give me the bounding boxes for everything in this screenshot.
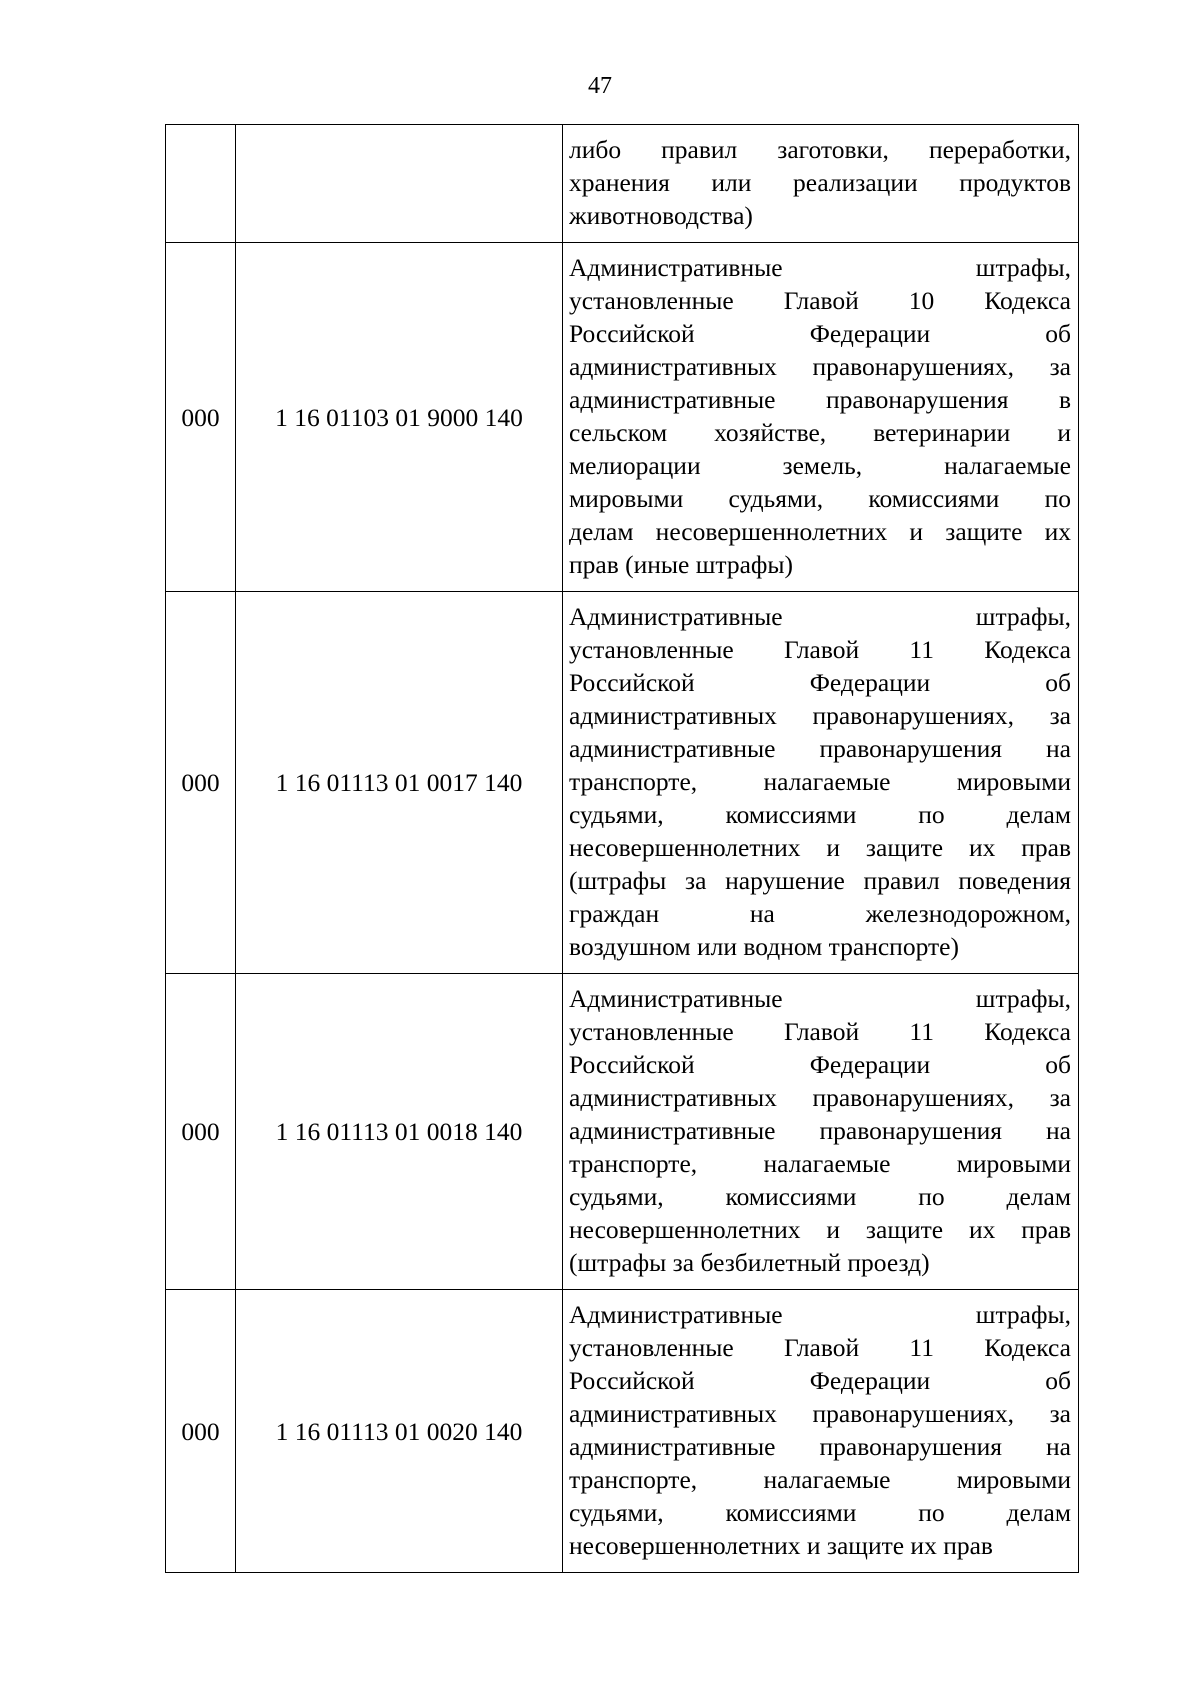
description-line: установленные Главой 10 Кодекса bbox=[569, 286, 1071, 315]
page-number: 47 bbox=[588, 73, 612, 99]
admin-code-cell: 000 bbox=[166, 1290, 236, 1573]
description-line: Административные штрафы, bbox=[569, 1300, 1071, 1329]
description-line: Административные штрафы, bbox=[569, 253, 1071, 282]
description-cell bbox=[563, 1290, 1079, 1573]
kbk-code-cell: 1 16 01113 01 0020 140 bbox=[236, 1290, 563, 1573]
kbk-code-cell: 1 16 01103 01 9000 140 bbox=[236, 243, 563, 592]
description-line: мировыми судьями, комиссиями по bbox=[569, 484, 1071, 513]
budget-classification-table bbox=[165, 124, 1079, 1573]
description-line: несовершеннолетних и защите их прав bbox=[569, 1531, 993, 1560]
kbk-code-cell: 1 16 01113 01 0018 140 bbox=[236, 974, 563, 1290]
description-line: хранения или реализации продуктов bbox=[569, 168, 1071, 197]
description-line: делам несовершеннолетних и защите их bbox=[569, 517, 1071, 546]
table-row bbox=[166, 125, 1079, 243]
admin-code-cell: 000 bbox=[166, 592, 236, 974]
description-line: установленные Главой 11 Кодекса bbox=[569, 1017, 1071, 1046]
description-line: несовершеннолетних и защите их прав bbox=[569, 833, 1071, 862]
description-line: Российской Федерации об bbox=[569, 319, 1071, 348]
description-line: транспорте, налагаемые мировыми bbox=[569, 767, 1071, 796]
description-line: Российской Федерации об bbox=[569, 1050, 1071, 1079]
description-line: установленные Главой 11 Кодекса bbox=[569, 635, 1071, 664]
description-cell bbox=[563, 125, 1079, 243]
description-line: несовершеннолетних и защите их прав bbox=[569, 1215, 1071, 1244]
description-line: сельском хозяйстве, ветеринарии и bbox=[569, 418, 1071, 447]
description-line: административные правонарушения на bbox=[569, 1116, 1071, 1145]
description-line: (штрафы за безбилетный проезд) bbox=[569, 1248, 930, 1277]
description-cell bbox=[563, 243, 1079, 592]
description-line: Российской Федерации об bbox=[569, 668, 1071, 697]
description-line: Административные штрафы, bbox=[569, 602, 1071, 631]
description-line: мелиорации земель, налагаемые bbox=[569, 451, 1071, 480]
description-line: судьями, комиссиями по делам bbox=[569, 1498, 1071, 1527]
description-line: прав (иные штрафы) bbox=[569, 550, 794, 579]
description-line: судьями, комиссиями по делам bbox=[569, 1182, 1071, 1211]
description-line: (штрафы за нарушение правил поведения bbox=[569, 866, 1071, 895]
table-row bbox=[166, 243, 1079, 592]
admin-code-cell: 000 bbox=[166, 974, 236, 1290]
description-line: граждан на железнодорожном, bbox=[569, 899, 1071, 928]
description-line: животноводства) bbox=[569, 201, 753, 230]
admin-code-cell bbox=[166, 125, 236, 243]
description-line: административных правонарушениях, за bbox=[569, 701, 1071, 730]
kbk-code-cell: 1 16 01113 01 0017 140 bbox=[236, 592, 563, 974]
description-cell bbox=[563, 592, 1079, 974]
description-line: административные правонарушения в bbox=[569, 385, 1071, 414]
description-line: воздушном или водном транспорте) bbox=[569, 932, 959, 961]
description-line: судьями, комиссиями по делам bbox=[569, 800, 1071, 829]
table-row bbox=[166, 974, 1079, 1290]
description-line: административные правонарушения на bbox=[569, 734, 1071, 763]
description-line: либо правил заготовки, переработки, bbox=[569, 135, 1071, 164]
table-row bbox=[166, 1290, 1079, 1573]
admin-code-cell: 000 bbox=[166, 243, 236, 592]
description-line: транспорте, налагаемые мировыми bbox=[569, 1149, 1071, 1178]
description-line: административных правонарушениях, за bbox=[569, 1399, 1071, 1428]
description-line: административных правонарушениях, за bbox=[569, 1083, 1071, 1112]
description-line: установленные Главой 11 Кодекса bbox=[569, 1333, 1071, 1362]
description-line: транспорте, налагаемые мировыми bbox=[569, 1465, 1071, 1494]
description-line: Административные штрафы, bbox=[569, 984, 1071, 1013]
description-line: Российской Федерации об bbox=[569, 1366, 1071, 1395]
table-row bbox=[166, 592, 1079, 974]
description-line: административные правонарушения на bbox=[569, 1432, 1071, 1461]
description-line: административных правонарушениях, за bbox=[569, 352, 1071, 381]
kbk-code-cell bbox=[236, 125, 563, 243]
description-cell bbox=[563, 974, 1079, 1290]
